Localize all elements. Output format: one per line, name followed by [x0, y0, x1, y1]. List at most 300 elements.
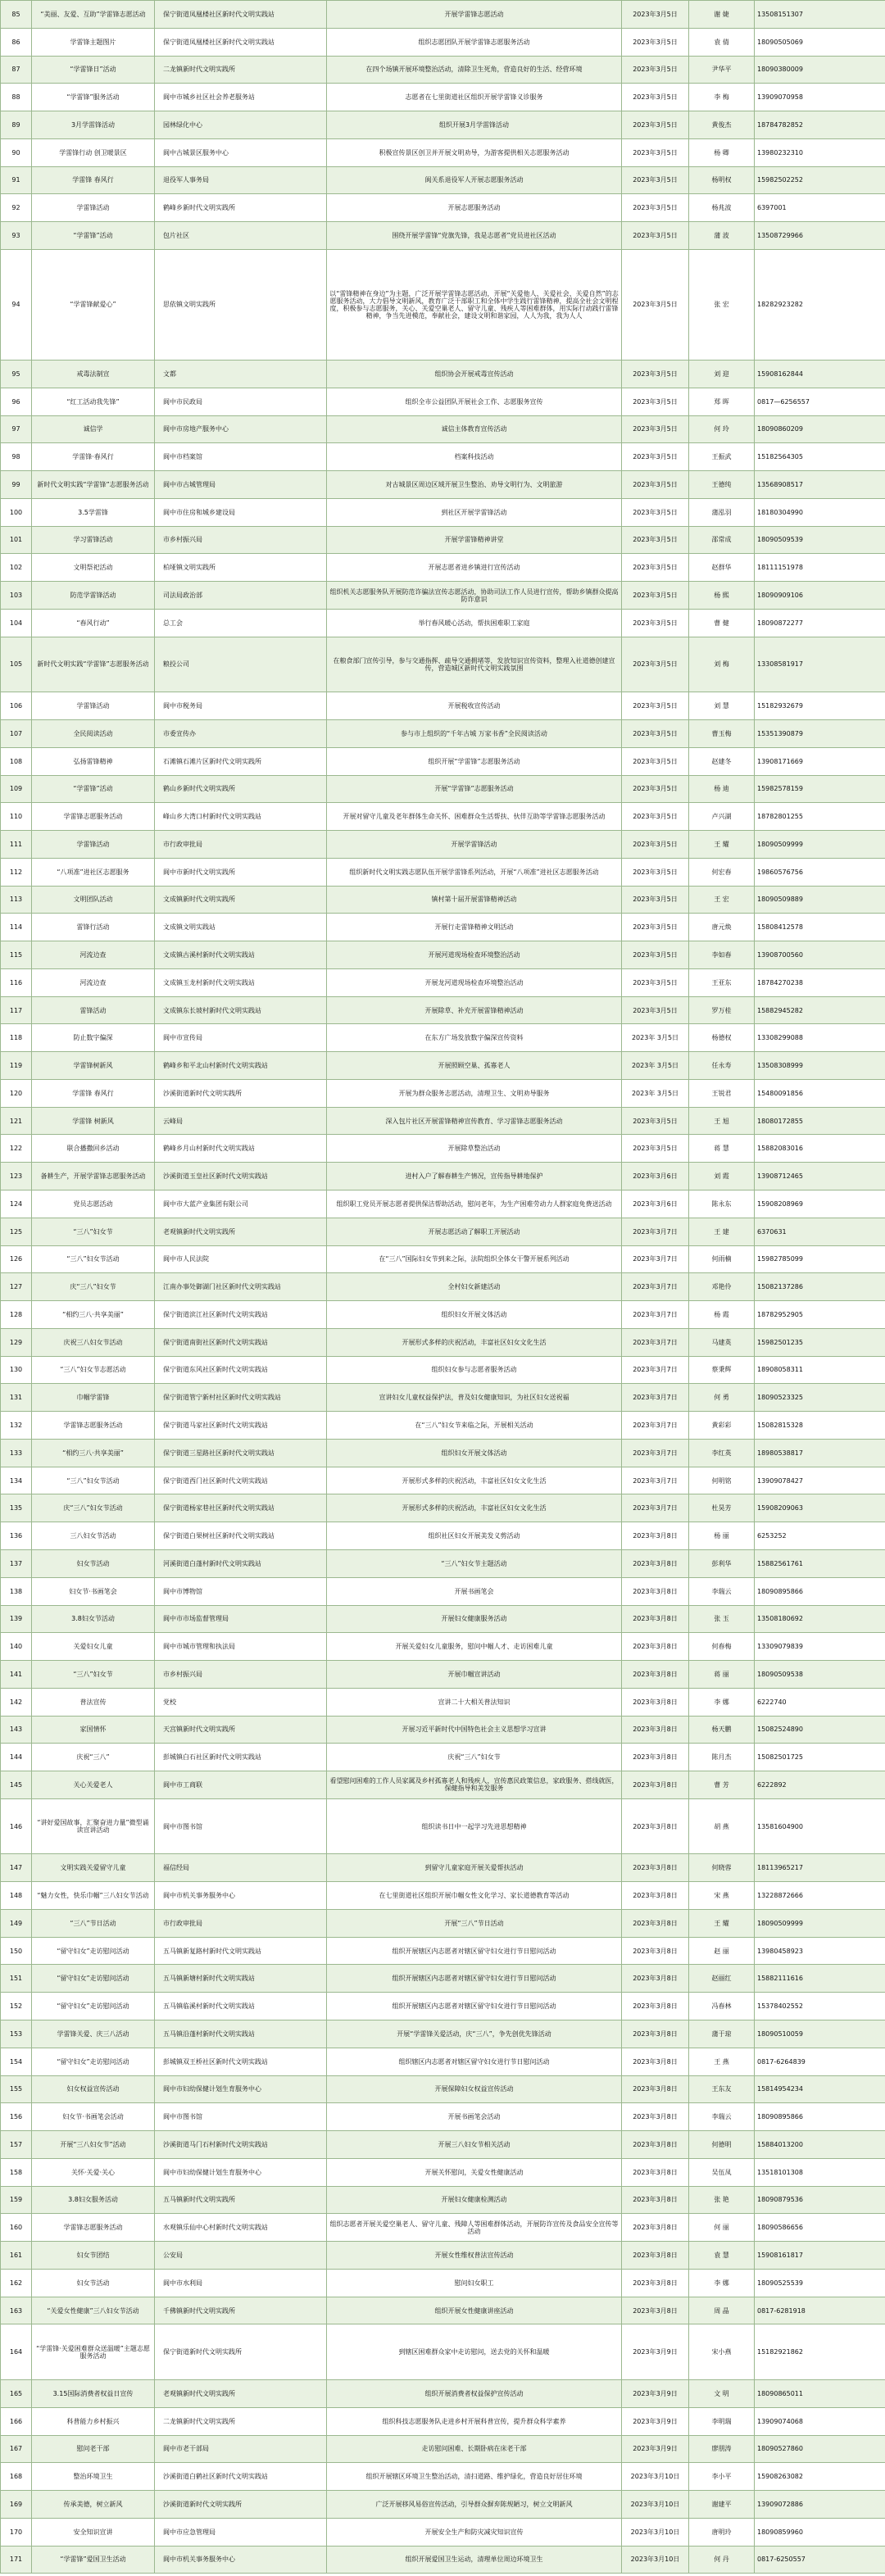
- activity-date: 2023年3月7日: [622, 1218, 689, 1245]
- contact-person: 王振武: [689, 443, 755, 471]
- activity-date: 2023年3月6日: [622, 1163, 689, 1190]
- row-number: 99: [1, 471, 32, 499]
- organizer-unit: 阆中市水利局: [155, 2269, 327, 2297]
- organizer-unit: 阆中市住房和城乡建设局: [155, 498, 327, 526]
- activity-name: 妇女节活动: [32, 2269, 155, 2297]
- activity-content: 组织职工党员开展志愿者提供保洁帮助活动，慰问老年，为生产困难劳动力人群家庭免费送活动: [327, 1190, 622, 1218]
- activity-date: 2023年3月8日: [622, 1522, 689, 1550]
- table-row: [1, 1688, 885, 1716]
- organizer-unit: 阆中市机关事务服务中心: [155, 2546, 327, 2574]
- activity-date: 2023年3月5日: [622, 886, 689, 914]
- activity-name: 学雷锋 春风行: [32, 166, 155, 194]
- activity-name: “留守妇女”走访慰问活动: [32, 1965, 155, 1993]
- contact-person: 李瑞云: [689, 1577, 755, 1605]
- activity-content: 举行春风暖心活动，帮扶困难职工家庭: [327, 609, 622, 637]
- table-row: [1, 1467, 885, 1494]
- activity-name: 开展“三八妇女节”活动: [32, 2131, 155, 2159]
- row-number: 162: [1, 2269, 32, 2297]
- activity-content: 组织科技志愿服务队走进乡村开展科普宣传，提升群众科学素养: [327, 2407, 622, 2435]
- contact-phone: 13308581917: [755, 637, 885, 692]
- activity-name: 关爱妇女儿童: [32, 1633, 155, 1661]
- contact-phone: 15082501725: [755, 1744, 885, 1771]
- organizer-unit: 彭城镇双王桥社区新时代文明实践站: [155, 2048, 327, 2075]
- activity-name: 雷锋活动: [32, 996, 155, 1024]
- contact-phone: 15814954234: [755, 2075, 885, 2103]
- contact-person: 李红英: [689, 1439, 755, 1467]
- contact-phone: 15882111616: [755, 1965, 885, 1993]
- row-number: 98: [1, 443, 32, 471]
- contact-person: 蒋 慧: [689, 1135, 755, 1163]
- activity-content: 组织开展辖区内志愿者对辖区留守妇女进行节日慰问活动: [327, 1965, 622, 1993]
- table-row: [1, 388, 885, 415]
- activity-name: 新时代文明实践“学雷锋”志愿服务活动: [32, 637, 155, 692]
- row-number: 166: [1, 2407, 32, 2435]
- table-row: [1, 1024, 885, 1052]
- contact-phone: 13909074068: [755, 2407, 885, 2435]
- organizer-unit: 阆中市图书馆: [155, 2103, 327, 2131]
- contact-person: 杨兆波: [689, 194, 755, 222]
- activity-name: “学雷锋献爱心”: [32, 249, 155, 360]
- activity-name: 巾帼学雷锋: [32, 1384, 155, 1412]
- contact-person: 张 艳: [689, 2186, 755, 2214]
- table-row: [1, 2186, 885, 2214]
- activity-content: 组织开展3月学雷锋活动: [327, 111, 622, 139]
- contact-phone: 18090509999: [755, 831, 885, 859]
- activity-content: 开展志愿者进乡镇进行宣传活动: [327, 554, 622, 582]
- contact-phone: 18090525539: [755, 2269, 885, 2297]
- activity-name: 学雷锋行动 创卫暖景区: [32, 138, 155, 166]
- activity-content: 在东方广场发放数字偏深宣传资料: [327, 1024, 622, 1052]
- organizer-unit: 鹤山乡新时代文明实践所: [155, 775, 327, 803]
- activity-content: 在粮食部门宣传引导，参与交通指挥、疏导交通拥堵等，发放知识宣传资料，整理入社道德创建宣传，营造城区新时代文明实践氛围: [327, 637, 622, 692]
- row-number: 131: [1, 1384, 32, 1412]
- activity-date: 2023年3月6日: [622, 1190, 689, 1218]
- contact-phone: 15480091856: [755, 1079, 885, 1107]
- contact-person: 唐明玲: [689, 2518, 755, 2546]
- contact-person: 杨 霞: [689, 1301, 755, 1329]
- contact-person: 王亚东: [689, 968, 755, 996]
- activity-content: 积极宣传景区创卫并开展文明劝导，为游客提供相关志愿服务活动: [327, 138, 622, 166]
- activity-name: 河流边查: [32, 968, 155, 996]
- activity-date: 2023年3月7日: [622, 1494, 689, 1522]
- contact-phone: 15082137286: [755, 1273, 885, 1301]
- organizer-unit: 阆中市税务局: [155, 692, 327, 720]
- contact-person: 何德明: [689, 2131, 755, 2159]
- organizer-unit: 柏垭镇文明实践所: [155, 554, 327, 582]
- contact-phone: 13508151307: [755, 1, 885, 29]
- contact-phone: 18782801255: [755, 803, 885, 831]
- activity-date: 2023年3月8日: [622, 2158, 689, 2186]
- activity-name: “春风行动”: [32, 609, 155, 637]
- organizer-unit: 保宁街道杨家巷社区新时代文明实践站: [155, 1494, 327, 1522]
- contact-person: 袁 慧: [689, 2242, 755, 2270]
- contact-phone: 13508180692: [755, 1605, 885, 1633]
- organizer-unit: 文成镇东长坡村新时代文明实践站: [155, 996, 327, 1024]
- organizer-unit: 文都: [155, 361, 327, 388]
- activity-content: 在四个场镇开展环境整治活动，清除卫生死角，营造良好的生活、经营环境: [327, 56, 622, 84]
- activity-content: 开展妇女健康服务活动: [327, 1605, 622, 1633]
- table-row: [1, 2491, 885, 2519]
- contact-person: 李小平: [689, 2463, 755, 2491]
- contact-phone: 15982501235: [755, 1328, 885, 1356]
- contact-person: 杨 丽: [689, 1522, 755, 1550]
- table-row: [1, 1771, 885, 1799]
- table-row: [1, 941, 885, 969]
- activity-content: 阆关系退役军人开展志愿服务活动: [327, 166, 622, 194]
- organizer-unit: 保宁街道西门社区新时代文明实践站: [155, 1467, 327, 1494]
- activity-date: 2023年3月7日: [622, 1439, 689, 1467]
- table-row: [1, 831, 885, 859]
- contact-person: 何 玲: [689, 415, 755, 443]
- organizer-unit: 保宁街道南街社区新时代文明实践站: [155, 1328, 327, 1356]
- activity-date: 2023年3月8日: [622, 1549, 689, 1577]
- activity-content: 开展学雷锋活动: [327, 831, 622, 859]
- table-row: [1, 1965, 885, 1993]
- activity-content: 开展书画笔会: [327, 1577, 622, 1605]
- activity-content: 开展习近平新时代中国特色社会主义思想学习宣讲: [327, 1716, 622, 1744]
- contact-phone: 13909078427: [755, 1467, 885, 1494]
- table-row: [1, 415, 885, 443]
- activity-content: 宣讲二十大相关普法知识: [327, 1688, 622, 1716]
- activity-content: 组织开展辖区内志愿者对辖区留守妇女进行节日慰问活动: [327, 1937, 622, 1965]
- activity-name: “学雷锋·关爱困难群众送温暖”主题志愿服务活动: [32, 2324, 155, 2380]
- activity-name: 安全知识宣讲: [32, 2518, 155, 2546]
- table-row: [1, 1052, 885, 1080]
- contact-phone: 15882561761: [755, 1549, 885, 1577]
- row-number: 96: [1, 388, 32, 415]
- activity-content: 开展为群众服务志愿活动，清理卫生、文明劝导服务: [327, 1079, 622, 1107]
- contact-person: 宋 燕: [689, 1882, 755, 1910]
- activity-name: 庆“三八”妇女节: [32, 1273, 155, 1301]
- contact-phone: 0817-6250557: [755, 2546, 885, 2574]
- row-number: 167: [1, 2435, 32, 2463]
- row-number: 141: [1, 1661, 32, 1689]
- contact-phone: 13581604900: [755, 1798, 885, 1854]
- activity-date: 2023年3月8日: [622, 1993, 689, 2020]
- activity-content: 开展女性维权普法宣传活动: [327, 2242, 622, 2270]
- activity-date: 2023年3月5日: [622, 415, 689, 443]
- table-row: [1, 1163, 885, 1190]
- activity-content: 围绕开展学雷锋“党旗先锋，我是志愿者”党员进社区活动: [327, 222, 622, 250]
- contact-phone: 0817-6281918: [755, 2297, 885, 2324]
- contact-person: 任永寿: [689, 1052, 755, 1080]
- row-number: 109: [1, 775, 32, 803]
- table-body: [1, 1, 885, 2574]
- activity-date: 2023年3月5日: [622, 56, 689, 84]
- row-number: 124: [1, 1190, 32, 1218]
- activity-date: 2023年3月8日: [622, 1965, 689, 1993]
- organizer-unit: 园林绿化中心: [155, 111, 327, 139]
- organizer-unit: 阆中市民政局: [155, 388, 327, 415]
- organizer-unit: 市委宣传办: [155, 720, 327, 748]
- contact-person: 曹 健: [689, 609, 755, 637]
- table-row: [1, 2435, 885, 2463]
- contact-person: 李 梅: [689, 84, 755, 111]
- activity-date: 2023年3月7日: [622, 1356, 689, 1384]
- activity-name: “三八”妇女节活动: [32, 1245, 155, 1273]
- table-row: [1, 1273, 885, 1301]
- table-row: [1, 1993, 885, 2020]
- activity-content: 开展书画笔会活动: [327, 2103, 622, 2131]
- organizer-unit: 二龙镇新时代文明实践所: [155, 2407, 327, 2435]
- contact-phone: 18090505069: [755, 28, 885, 56]
- contact-phone: 18090865011: [755, 2380, 885, 2408]
- contact-person: 谢建平: [689, 2491, 755, 2519]
- row-number: 148: [1, 1882, 32, 1910]
- activity-date: 2023年3月5日: [622, 222, 689, 250]
- table-row: [1, 2518, 885, 2546]
- row-number: 171: [1, 2546, 32, 2574]
- table-row: [1, 914, 885, 941]
- table-row: [1, 582, 885, 610]
- activity-date: 2023年 3月5日: [622, 1079, 689, 1107]
- row-number: 150: [1, 1937, 32, 1965]
- activity-name: 学雷锋 树新风: [32, 1107, 155, 1135]
- activity-name: “八项准”进社区志愿服务: [32, 858, 155, 886]
- contact-person: 刘 梅: [689, 637, 755, 692]
- contact-person: 卢兴湖: [689, 803, 755, 831]
- contact-phone: 6253252: [755, 1522, 885, 1550]
- activity-name: 戒毒法制宣: [32, 361, 155, 388]
- row-number: 164: [1, 2324, 32, 2380]
- organizer-unit: 峰山乡大湾口村新时代文明实践站: [155, 803, 327, 831]
- row-number: 118: [1, 1024, 32, 1052]
- activity-date: 2023年3月5日: [622, 526, 689, 554]
- table-row: [1, 692, 885, 720]
- table-row: [1, 1909, 885, 1937]
- contact-person: 何 勇: [689, 1384, 755, 1412]
- activity-date: 2023年3月8日: [622, 2131, 689, 2159]
- row-number: 122: [1, 1135, 32, 1163]
- row-number: 110: [1, 803, 32, 831]
- activity-content: 开展“学雷锋关爱活动，庆“三八”，争先创优先锋活动: [327, 2020, 622, 2048]
- activity-content: “三八”妇女节主题活动: [327, 1549, 622, 1577]
- table-row: [1, 609, 885, 637]
- row-number: 93: [1, 222, 32, 250]
- row-number: 163: [1, 2297, 32, 2324]
- table-row: [1, 1, 885, 29]
- contact-phone: 15808412578: [755, 914, 885, 941]
- contact-person: 王 耀: [689, 831, 755, 859]
- organizer-unit: 福信经局: [155, 1854, 327, 1882]
- activity-content: 开展保障妇女权益宣传活动: [327, 2075, 622, 2103]
- row-number: 94: [1, 249, 32, 360]
- activity-content: 开展志愿服务活动: [327, 194, 622, 222]
- organizer-unit: 阆中市老干部局: [155, 2435, 327, 2463]
- activity-name: “三八”节日活动: [32, 1909, 155, 1937]
- activity-content: 进村入户了解春耕生产情况，宣传指导耕地保护: [327, 1163, 622, 1190]
- organizer-unit: 河溪街道白蓬村新时代文明实践站: [155, 1549, 327, 1577]
- activity-name: 妇女节活动: [32, 1549, 155, 1577]
- activity-date: 2023年3月8日: [622, 1605, 689, 1633]
- activity-date: 2023年3月8日: [622, 2242, 689, 2270]
- contact-phone: 19860576756: [755, 858, 885, 886]
- contact-phone: 15351390879: [755, 720, 885, 748]
- activity-content: 组织辖区内志愿者对辖区留守妇女进行节日慰问活动: [327, 2048, 622, 2075]
- table-row: [1, 1356, 885, 1384]
- row-number: 127: [1, 1273, 32, 1301]
- contact-person: 蒲 波: [689, 222, 755, 250]
- row-number: 91: [1, 166, 32, 194]
- organizer-unit: 保宁街道白果树社区新时代文明实践站: [155, 1522, 327, 1550]
- activity-content: 参与市上组织的“千年古城 万家书香”全民阅读活动: [327, 720, 622, 748]
- row-number: 105: [1, 637, 32, 692]
- activity-content: 开展行走雷锋精神文明活动: [327, 914, 622, 941]
- activity-content: 组织开展辖区环境卫生整治活动，清扫道路、维护绿化，营造良好居住环境: [327, 2463, 622, 2491]
- activity-content: 开展照顾空巢、孤寡老人: [327, 1052, 622, 1080]
- contact-person: 何 丽: [689, 2214, 755, 2242]
- activity-name: 学雷锋活动: [32, 194, 155, 222]
- organizer-unit: 保宁街道三星路社区新时代文明实践站: [155, 1439, 327, 1467]
- activity-date: 2023年3月8日: [622, 2214, 689, 2242]
- contact-phone: 18113965217: [755, 1854, 885, 1882]
- contact-phone: 15378402552: [755, 1993, 885, 2020]
- contact-person: 李如春: [689, 941, 755, 969]
- row-number: 161: [1, 2242, 32, 2270]
- row-number: 107: [1, 720, 32, 748]
- organizer-unit: 阆中市博物馆: [155, 1577, 327, 1605]
- row-number: 169: [1, 2491, 32, 2519]
- organizer-unit: 鹤峰乡新时代文明实践所: [155, 194, 327, 222]
- activity-name: 弘扬雷锋精神: [32, 747, 155, 775]
- activity-content: 档案科技活动: [327, 443, 622, 471]
- contact-person: 尹华平: [689, 56, 755, 84]
- contact-phone: 13908171669: [755, 747, 885, 775]
- activity-name: “红工活动我先锋”: [32, 388, 155, 415]
- contact-phone: 18090586656: [755, 2214, 885, 2242]
- organizer-unit: 文成镇玉龙村新时代文明实践站: [155, 968, 327, 996]
- table-row: [1, 2297, 885, 2324]
- activity-date: 2023年3月7日: [622, 1467, 689, 1494]
- activity-content: 到辖区困难群众家中走访慰问，送去党的关怀和温暖: [327, 2324, 622, 2380]
- activity-date: 2023年3月5日: [622, 84, 689, 111]
- activity-date: 2023年3月5日: [622, 554, 689, 582]
- activity-content: 组织志愿团队开展学雷锋志愿服务活动: [327, 28, 622, 56]
- contact-phone: 18980538817: [755, 1439, 885, 1467]
- table-row: [1, 2131, 885, 2159]
- activity-content: 开展巾帼宣讲活动: [327, 1661, 622, 1689]
- contact-phone: 15882083016: [755, 1135, 885, 1163]
- activity-name: 妇女节团结: [32, 2242, 155, 2270]
- organizer-unit: 文成镇文明实践站: [155, 914, 327, 941]
- organizer-unit: 退役军人事务局: [155, 166, 327, 194]
- contact-phone: 18090510059: [755, 2020, 885, 2048]
- contact-person: 吴伍凤: [689, 2158, 755, 2186]
- contact-person: 唐元焕: [689, 914, 755, 941]
- organizer-unit: 阆中市市场监督管理局: [155, 1605, 327, 1633]
- row-number: 95: [1, 361, 32, 388]
- contact-phone: 18090523325: [755, 1384, 885, 1412]
- contact-phone: 6222892: [755, 1771, 885, 1799]
- contact-phone: 18090895866: [755, 2103, 885, 2131]
- activity-date: 2023年3月5日: [622, 249, 689, 360]
- organizer-unit: 市乡村振兴局: [155, 1661, 327, 1689]
- activity-name: 3.5学雷锋: [32, 498, 155, 526]
- organizer-unit: 市乡村振兴局: [155, 526, 327, 554]
- organizer-unit: 鹤峰乡月山村新时代文明实践站: [155, 1135, 327, 1163]
- activity-date: 2023年3月5日: [622, 194, 689, 222]
- organizer-unit: 鹤峰乡和平北山村新时代文明实践站: [155, 1052, 327, 1080]
- activity-content: 组织开展辖区内志愿者对辖区留守妇女进行节日慰问活动: [327, 1993, 622, 2020]
- activity-date: 2023年3月9日: [622, 2380, 689, 2408]
- contact-phone: 15908263082: [755, 2463, 885, 2491]
- activity-date: 2023年3月5日: [622, 858, 689, 886]
- organizer-unit: 阆中市妇幼保健计划生育服务中心: [155, 2158, 327, 2186]
- row-number: 158: [1, 2158, 32, 2186]
- activity-name: “相约三八·共享美丽”: [32, 1439, 155, 1467]
- organizer-unit: 石滩镇石滩片区新时代文明实践所: [155, 747, 327, 775]
- activity-content: 广泛开展移风易俗宣传活动，引导群众摒弃陈规陋习，树立文明新风: [327, 2491, 622, 2519]
- table-row: [1, 554, 885, 582]
- contact-person: 张 玉: [689, 1605, 755, 1633]
- table-row: [1, 1135, 885, 1163]
- contact-phone: 18090509889: [755, 886, 885, 914]
- row-number: 157: [1, 2131, 32, 2159]
- activity-content: 镇村第十届开展雷锋精神活动: [327, 886, 622, 914]
- contact-person: 李瑞云: [689, 2103, 755, 2131]
- organizer-unit: 阆中古城景区服务中心: [155, 138, 327, 166]
- contact-person: 赵建冬: [689, 747, 755, 775]
- activity-name: 妇女节·书画笔会: [32, 1577, 155, 1605]
- table-row: [1, 2103, 885, 2131]
- activity-date: 2023年3月5日: [622, 388, 689, 415]
- activity-name: “三八”妇女节: [32, 1218, 155, 1245]
- activity-content: 开展“学雷锋”志愿服务活动: [327, 775, 622, 803]
- row-number: 120: [1, 1079, 32, 1107]
- row-number: 132: [1, 1412, 32, 1440]
- activity-content: 在七里街道社区组织开展巾帼女性文化学习、家长道德教育等活动: [327, 1882, 622, 1910]
- contact-person: 李 娜: [689, 2269, 755, 2297]
- row-number: 123: [1, 1163, 32, 1190]
- activity-name: 文明祭祀活动: [32, 554, 155, 582]
- row-number: 170: [1, 2518, 32, 2546]
- contact-phone: 6370631: [755, 1218, 885, 1245]
- activity-content: 组织开展爱国卫生运动，清理单位周边环境卫生: [327, 2546, 622, 2574]
- activity-name: 庆祝三八妇女节活动: [32, 1328, 155, 1356]
- row-number: 155: [1, 2075, 32, 2103]
- row-number: 111: [1, 831, 32, 859]
- organizer-unit: 文成镇古溪村新时代文明实践站: [155, 941, 327, 969]
- table-row: [1, 1439, 885, 1467]
- activity-name: 全民阅读活动: [32, 720, 155, 748]
- activity-date: 2023年3月8日: [622, 2075, 689, 2103]
- contact-phone: 18090872277: [755, 609, 885, 637]
- row-number: 112: [1, 858, 32, 886]
- table-row: [1, 2324, 885, 2380]
- activity-date: 2023年3月5日: [622, 443, 689, 471]
- contact-phone: 15182564305: [755, 443, 885, 471]
- activity-content: 在“三八”妇女节来临之际，开展相关活动: [327, 1412, 622, 1440]
- contact-phone: 18090509538: [755, 1661, 885, 1689]
- activity-content: 开展学雷锋志愿活动: [327, 1, 622, 29]
- table-row: [1, 858, 885, 886]
- activity-name: 庆祝“三八”: [32, 1744, 155, 1771]
- organizer-unit: 思依镇文明实践所: [155, 249, 327, 360]
- activity-date: 2023年3月8日: [622, 2186, 689, 2214]
- organizer-unit: 五马镇新时代文明实践所: [155, 2186, 327, 2214]
- contact-phone: 13568908517: [755, 471, 885, 499]
- row-number: 135: [1, 1494, 32, 1522]
- contact-person: 赵群华: [689, 554, 755, 582]
- activity-name: 学雷锋活动: [32, 692, 155, 720]
- activity-name: 传承美德，树立新风: [32, 2491, 155, 2519]
- contact-person: 王 旭: [689, 1107, 755, 1135]
- contact-person: 王东友: [689, 2075, 755, 2103]
- table-row: [1, 1494, 885, 1522]
- activity-name: 学雷锋主题图片: [32, 28, 155, 56]
- activity-name: 党员志愿活动: [32, 1190, 155, 1218]
- table-row: [1, 1218, 885, 1245]
